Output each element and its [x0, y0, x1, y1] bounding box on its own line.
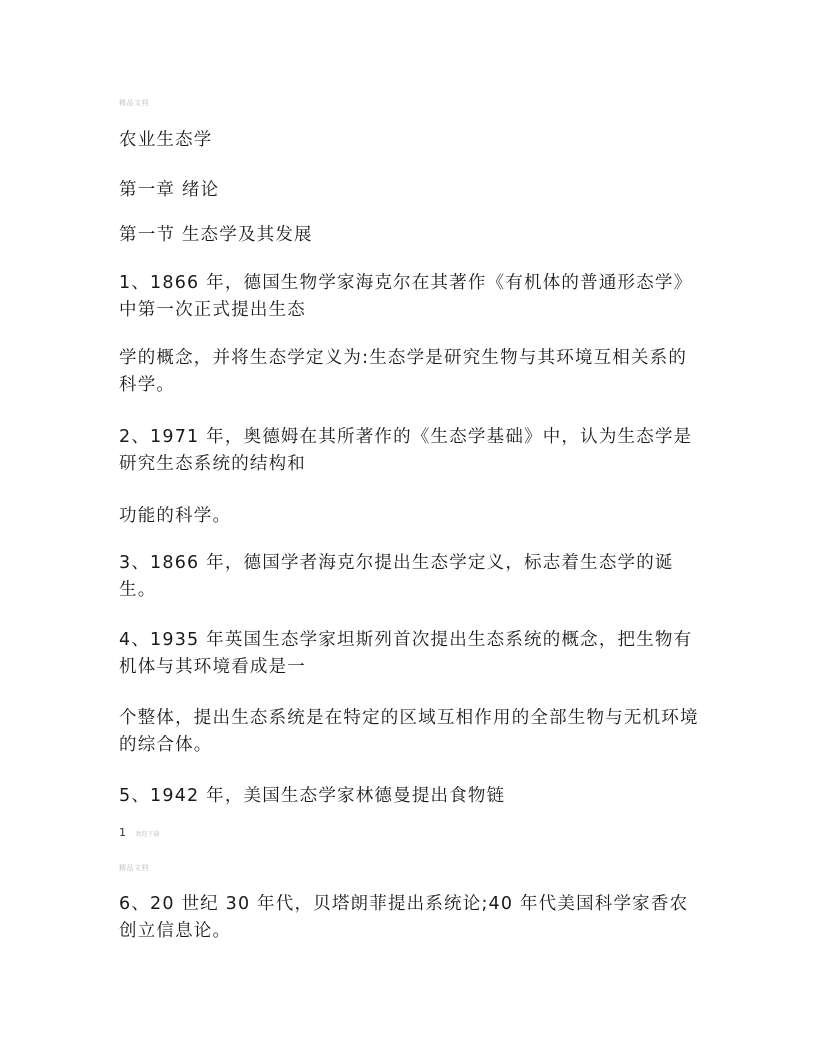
watermark-page-2: 精品文档: [119, 864, 149, 872]
paragraph-5: 3、1866 年，德国学者海克尔提出生态学定义，标志着生态学的诞生。: [119, 553, 674, 600]
watermark: 精品文档: [119, 99, 149, 107]
section-heading: 第一节 生态学及其发展: [119, 225, 313, 245]
paragraph-4: 功能的科学。: [119, 506, 232, 526]
document-title: 农业生态学: [119, 130, 213, 150]
paragraph-2: 学的概念，并将生态学定义为:生态学是研究生物与其环境互相关系的科学。: [119, 348, 688, 395]
chapter-heading: 第一章 绪论: [119, 180, 220, 200]
paragraph-1: 1、1866 年，德国生物学家海克尔在其著作《有机体的普通形态学》中第一次正式提出生态: [119, 273, 693, 320]
download-label: 欢迎下载: [135, 831, 160, 838]
paragraph-8: 5、1942 年，美国生态学家林德曼提出食物链: [119, 786, 506, 806]
paragraph-9: 6、20 世纪 30 年代，贝塔朗菲提出系统论;40 年代美国科学家香农创立信息论。: [119, 894, 689, 941]
paragraph-3: 2、1971 年，奥德姆在其所著作的《生态学基础》中，认为生态学是研究生态系统的结构和: [119, 427, 693, 474]
paragraph-6: 4、1935 年英国生态学家坦斯列首次提出生态系统的概念，把生物有机体与其环境看成是一: [119, 630, 693, 677]
page-number: 1: [119, 826, 126, 839]
paragraph-7: 个整体，提出生态系统是在特定的区域互相作用的全部生物与无机环境的综合体。: [119, 708, 699, 755]
page-footer: [119, 826, 160, 839]
